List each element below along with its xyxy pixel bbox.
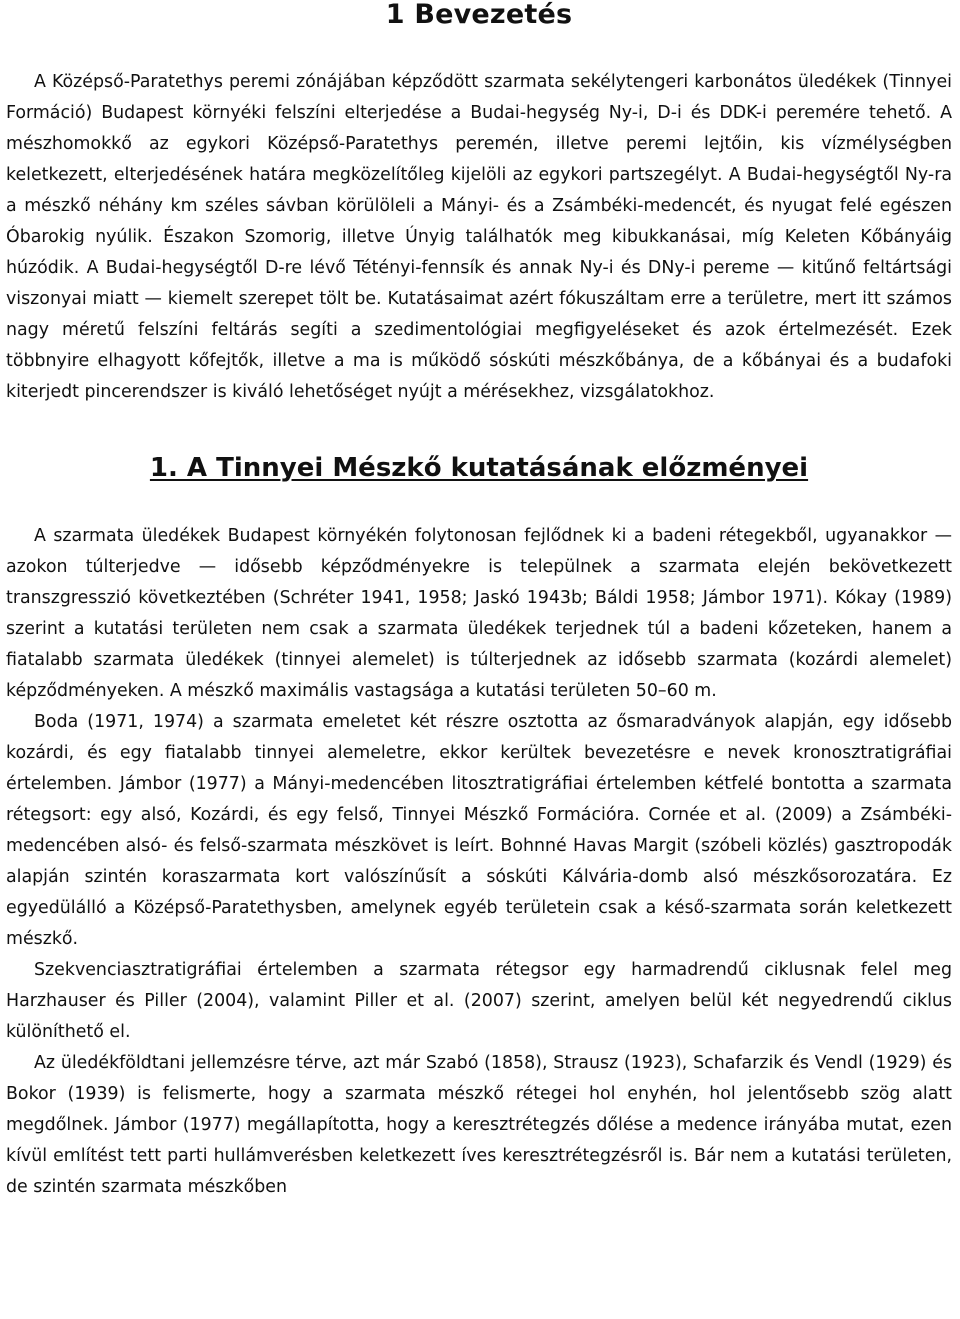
body-paragraph: A szarmata üledékek Budapest környékén folytonosan fejlődnek ki a badeni rétegekből, ugyanakkor — azokon túlterjedve — idősebb képződményekre is települnek a szarmata elején bekövetkezett transzgresszió következtében (Schréter 1941, 1958; Jaskó 1943b; Báldi 1958; Jámbor 1971). Kókay (1989) szerint a kutatási területen nem csak a szarmata üledékek terjednek túl a badeni kőzeteken, hanem a fiatalabb szarmata üledékek (tinnyei alemelet) is túlterjednek az idősebb szarmata (kozárdi alemelet) képződményeken. A mészkő maximális vastagsága a kutatási területen 50–60 m. bbox=[6, 526, 952, 701]
section-heading-bevezetes: 1 Bevezetés bbox=[385, 0, 573, 30]
intro-paragraph: A Középső-Paratethys peremi zónájában képződött szarmata sekélytengeri karbonátos üledékek (Tinnyei Formáció) Budapest környéki felszíni elterjedése a Budai-hegység Ny-i, D-i és DDK-i peremére tehető. A mészhomokkő az egykori Középső-Paratethys peremén, illetve peremi lejtőin, kis vízmélységben keletkezett, elterjedésének határa megközelítőleg kijelöli az egykori partszegélyt. A Budai-hegységtől Ny-ra a mészkő néhány km széles sávban körülöleli a Mányi- és a Zsámbéki-medencét, és nyugat felé egészen Óbarokig nyúlik. Északon Szomorig, illetve Únyig találhatók meg kibukkanásai, míg Keleten Kőbányáig húzódik. A Budai-hegységtől D-re lévő Tétényi-fennsík és annak Ny-i és DNy-i pereme — kitűnő feltártsági viszonyai miatt — kiemelt szerepet tölt be. Kutatásaimat azért fókuszáltam erre a területre, mert itt számos nagy méretű felszíni feltárás segíti a szedimentológiai megfigyeléseket és azok értelmezését. Ezek többnyire elhagyott kőfejtők, illetve a ma is működő sóskúti mészkőbánya, de a kőbányai és a budafoki kiterjedt pincerendszer is kiváló lehetőséget nyújt a mérésekhez, vizsgálatokhoz. bbox=[6, 72, 952, 402]
spacer bbox=[6, 408, 952, 436]
spacer bbox=[6, 34, 952, 67]
body-paragraph: Boda (1971, 1974) a szarmata emeletet két részre osztotta az ősmaradványok alapján, egy idősebb kozárdi, és egy fiatalabb tinnyei alemeletre, ekkor kerültek bevezetésre e nevek kronosztratigráfiai értelemben. Jámbor (1977) a Mányi-medencében litosztratigráfiai értelemben kétfelé bontotta a szarmata rétegsort: egy alsó, Kozárdi, és egy felső, Tinnyei Mészkő Formációra. Cornée et al. (2009) a Zsámbéki-medencében alsó- és felső-szarmata mészkövet is leírt. Bohnné Havas Margit (szóbeli közlés) gasztropodák alapján szintén koraszarmata kort valószínűsít a sóskúti Kálvária-domb alsó mészkősorozatára. Ez egyedülálló a Középső-Paratethysben, amelynek egyéb területein csak a késő-szarmata során keletkezett mészkő. bbox=[6, 712, 952, 949]
body-paragraph: Szekvenciasztratigráfiai értelemben a szarmata rétegsor egy harmadrendű ciklusnak felel meg Harzhauser és Piller (2004), valamint Piller et al. (2007) szerint, amelyen belül két negyedrendű ciklus különíthető el. bbox=[6, 960, 952, 1042]
section-heading-elozmenyek: 1. A Tinnyei Mészkő kutatásának előzményei bbox=[149, 453, 809, 483]
body-paragraph: Az üledékföldtani jellemzésre térve, azt már Szabó (1858), Strausz (1923), Schafarzik és Vendl (1929) és Bokor (1939) is felismerte, hogy a szarmata mészkő rétegei hol enyhén, hol jelentősebb szög alatt megdőlnek. Jámbor (1977) megállapította, hogy a keresztrétegzés dőlése a medence irányába mutat, ezen kívül említést tett parti hullámverésben keletkezett íves keresztrétegzésről is. Bár nem a kutatási területen, de szintén szarmata mészkőben bbox=[6, 1053, 952, 1197]
spacer bbox=[6, 500, 952, 521]
